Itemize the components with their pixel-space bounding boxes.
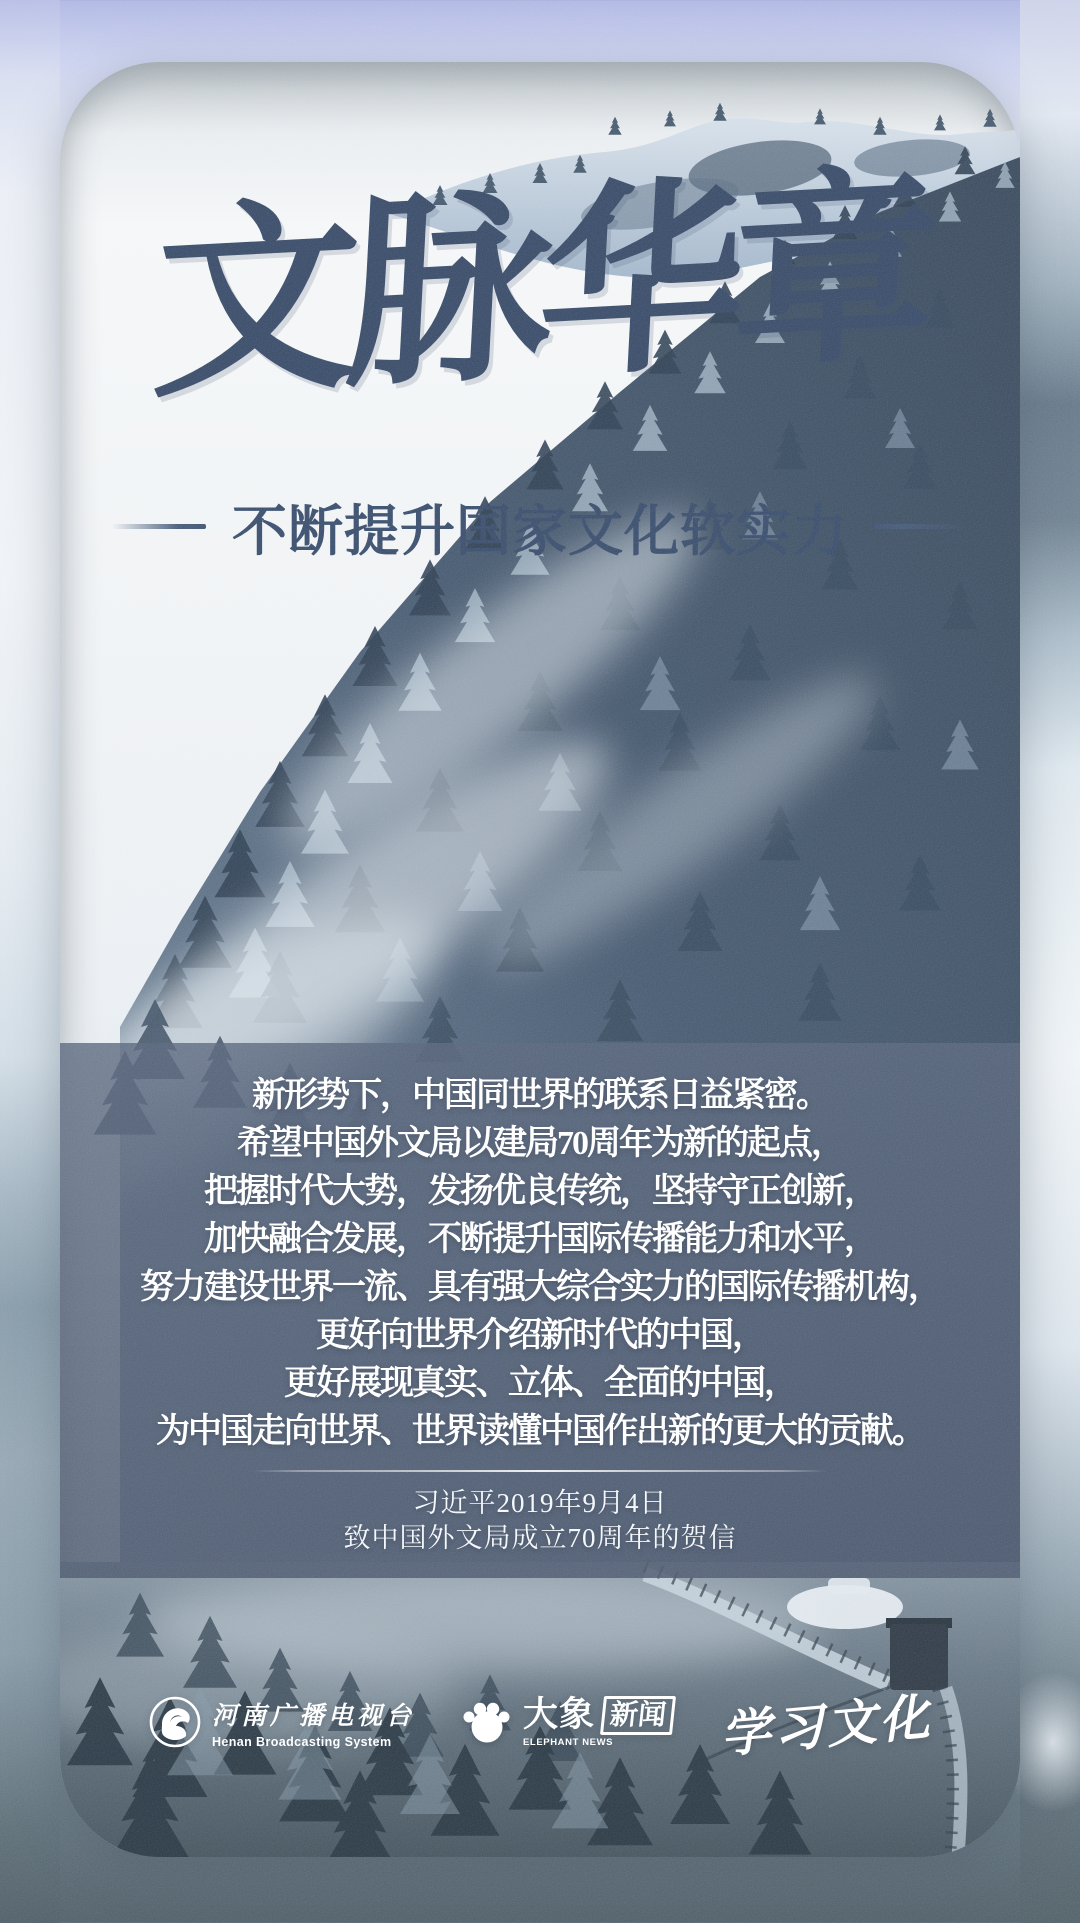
poster-content (60, 62, 1020, 1857)
attribution-block (60, 1486, 1020, 1556)
background-left-margin (0, 0, 60, 1923)
title-calligraphy: 文脉华章 (148, 147, 932, 427)
elephant-news-badge: 新闻 (600, 1696, 676, 1735)
subtitle-dash-right (874, 524, 968, 529)
quote-line: 加快融合发展，不断提升国际传播能力和水平， (204, 1221, 876, 1258)
subtitle-row (60, 490, 1020, 562)
poster-card (60, 62, 1020, 1857)
logo-elephant-news (461, 1696, 674, 1748)
attribution-divider (253, 1470, 828, 1472)
quote-line: 努力建设世界一流、具有强大综合实力的国际传播机构， (140, 1269, 940, 1306)
logo-row (60, 1674, 1020, 1770)
quote-line: 更好展现真实、立体、全面的中国， (284, 1365, 796, 1402)
henan-broadcasting-name-cn: 河南广播电视台 (211, 1700, 415, 1730)
subtitle-dash-left (112, 524, 206, 529)
elephant-news-name-cn: 大象 (522, 1694, 595, 1735)
elephant-paw-icon (461, 1699, 513, 1745)
elephant-news-name-en: ELEPHANT NEWS (522, 1736, 614, 1748)
logo-xuexi-wenhua (718, 1686, 935, 1765)
attribution-source: 致中国外文局成立70周年的贺信 (343, 1523, 737, 1553)
quote-block (60, 1072, 1020, 1456)
xuexi-wenhua-calligraphy: 学习文化 (718, 1687, 935, 1765)
henan-broadcasting-name-en: Henan Broadcasting System (211, 1734, 392, 1749)
quote-line: 把握时代大势，发扬优良传统，坚持守正创新， (204, 1173, 876, 1210)
quote-line: 新形势下，中国同世界的联系日益紧密。 (252, 1077, 828, 1114)
quote-line: 更好向世界介绍新时代的中国， (316, 1317, 764, 1354)
quote-line: 为中国走向世界、世界读懂中国作出新的更大的贡献。 (156, 1413, 924, 1450)
quote-line: 希望中国外文局以建局70周年为新的起点， (237, 1125, 843, 1162)
subtitle-text: 不断提升国家文化软实力 (231, 500, 848, 562)
henan-broadcasting-logo-icon (148, 1695, 202, 1749)
background-right-margin (1020, 0, 1080, 1923)
logo-henan-broadcasting (148, 1695, 415, 1749)
attribution-author-date: 习近平2019年9月4日 (412, 1488, 668, 1518)
